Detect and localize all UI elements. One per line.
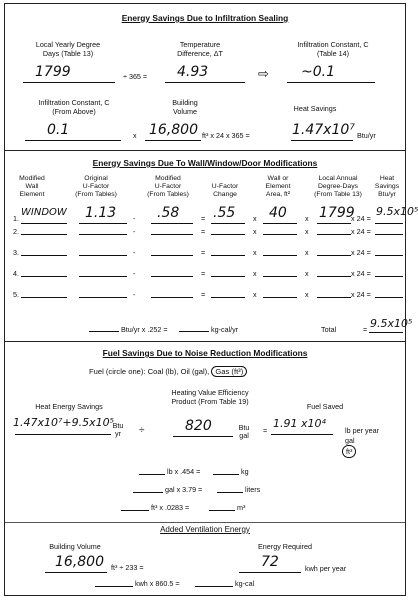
header-degree-days: Local Annual Degree-Days (From Table 13): [314, 175, 362, 198]
volume-value: 16,800: [149, 122, 198, 138]
heat-unit: Btu/yr: [357, 131, 376, 140]
delta-t-line: [165, 82, 245, 83]
line: [195, 586, 233, 587]
times-24: x 24 =: [351, 214, 371, 223]
times-sign: x: [253, 290, 257, 299]
equals-sign: =: [201, 214, 206, 223]
times-sign: x: [305, 214, 309, 223]
line: [271, 434, 333, 435]
row-number: 4.: [13, 269, 19, 278]
line: [139, 474, 165, 475]
vent-volume-calc: ft³ ÷ 233 =: [111, 563, 144, 572]
header-modified-u: Modified U-Factor (From Tables): [147, 175, 189, 198]
line: [211, 223, 245, 224]
line: [369, 332, 403, 333]
header-element: Modified Wall Element: [19, 175, 45, 198]
line: [317, 223, 351, 224]
minus-sign: -: [133, 269, 136, 278]
conv-lb: lb x .454 =: [167, 467, 201, 476]
fuel-savings-section: [5, 342, 405, 597]
label-degree-days: Local Yearly Degree Days (Table 13): [35, 40, 101, 58]
kgcal-unit: kg-cal: [235, 579, 255, 588]
conv-lb-unit: kg: [241, 467, 249, 476]
label-heating-value: Heating Value Efficiency Product (From Table 19): [171, 388, 249, 406]
line: [5, 522, 405, 523]
equals-sign: =: [201, 248, 206, 257]
volume-line: [145, 140, 201, 141]
fuel-saved-value: 1.91 x10⁴: [273, 417, 326, 430]
line: [133, 492, 163, 493]
infiltration-section: [5, 4, 405, 151]
ft3-circled: ft³: [342, 445, 356, 458]
minus-sign: -: [133, 214, 136, 223]
row-heat: 9.5x10⁵: [376, 205, 418, 218]
header-u-change: U-Factor Change: [211, 183, 239, 198]
footer-total-value: 9.5x10⁵: [370, 317, 413, 330]
energy-required-value: 72: [261, 554, 279, 570]
conv-ft3: ft³ x .0283 =: [151, 503, 190, 512]
times-sign: x: [253, 227, 257, 236]
divide-sign: ÷: [139, 425, 145, 436]
minus-sign: -: [133, 227, 136, 236]
row-u-change: .55: [213, 205, 236, 221]
degree-days-line: [23, 82, 115, 83]
times-sign: x: [305, 227, 309, 236]
heat-savings-value: 1.47x10⁷: [292, 122, 355, 138]
line: [95, 586, 133, 587]
times-24: x 24 =: [351, 227, 371, 236]
equals-sign: =: [263, 426, 268, 435]
section-title-infiltration: Energy Savings Due to Infiltration Sealing: [121, 13, 289, 23]
row-modified-u: .58: [157, 205, 180, 221]
minus-sign: -: [133, 290, 136, 299]
label-energy-required: Energy Required: [258, 542, 312, 551]
label-infiltration-constant: Infiltration Constant, C (Table 14): [297, 40, 369, 58]
constant-c-line: [287, 82, 375, 83]
times-sign: x: [133, 131, 137, 140]
row-number: 2.: [13, 227, 19, 236]
line: [209, 510, 235, 511]
heating-value: 820: [185, 418, 212, 434]
line: [151, 223, 193, 224]
conv-ft3-unit: m³: [237, 503, 246, 512]
degree-days-value: 1799: [35, 64, 71, 80]
fuel-options: Fuel (circle one): Coal (lb), Oil (gal),: [89, 367, 210, 376]
lb-per-year: lb per year: [345, 426, 379, 435]
heat-energy-value: 1.47x10⁷+9.5x10⁵: [13, 416, 115, 429]
gal-unit: gal: [345, 436, 355, 445]
line: [375, 223, 403, 224]
kwh-conversion: kwh x 860.5 =: [135, 579, 180, 588]
wall-window-section: [5, 151, 418, 342]
footer-total-eq: =: [363, 325, 368, 334]
line: [173, 436, 233, 437]
line: [121, 510, 149, 511]
line: [239, 572, 301, 573]
arrow-right-icon: ⇨: [258, 66, 269, 81]
times-sign: x: [305, 248, 309, 257]
row-degree-days: 1799: [319, 205, 355, 221]
times-24: x 24 =: [351, 290, 371, 299]
times-sign: x: [253, 214, 257, 223]
header-area: Wall or Element Area, ft²: [265, 175, 291, 198]
row-number: 1.: [13, 214, 19, 223]
times-sign: x: [305, 269, 309, 278]
equals-sign: =: [201, 269, 206, 278]
label-fuel-saved: Fuel Saved: [306, 402, 344, 411]
c-value: 0.1: [47, 122, 70, 138]
conv-gal: gal x 3.79 =: [165, 485, 203, 494]
row-number: 5.: [13, 290, 19, 299]
btu-per-yr: Btu yr: [112, 421, 124, 438]
line: [89, 331, 119, 332]
footer-total-label: Total: [321, 325, 337, 334]
worksheet: [4, 3, 418, 596]
minus-sign: -: [133, 248, 136, 257]
label-heat-savings: Heat Savings: [293, 104, 337, 113]
label-c-from-above: Infiltration Constant, C (From Above): [38, 98, 110, 116]
line: [217, 492, 243, 493]
constant-c-value: ~0.1: [301, 64, 335, 80]
label-building-volume-vent: Building Volume: [49, 542, 101, 551]
times-sign: x: [253, 269, 257, 278]
line: [79, 223, 127, 224]
line: [45, 572, 107, 573]
header-original-u: Original U-Factor (From Tables): [75, 175, 117, 198]
heat-savings-line: [291, 140, 353, 141]
line: [21, 223, 67, 224]
delta-t-value: 4.93: [177, 64, 209, 80]
row-original-u: 1.13: [85, 205, 117, 221]
line: [15, 434, 111, 435]
fuel-gas-circled: Gas (ft³): [211, 366, 247, 377]
equals-sign: =: [201, 290, 206, 299]
footer-btu-conversion: Btu/yr x .252 =: [121, 325, 168, 334]
header-heat-savings: Heat Savings Btu/yr: [374, 175, 400, 198]
equals-sign: =: [201, 227, 206, 236]
energy-unit: kwh per year: [305, 564, 347, 573]
calc-mid: ft³ x 24 x 365 =: [202, 131, 250, 140]
row-number: 3.: [13, 248, 19, 257]
line: [179, 331, 209, 332]
vent-volume-value: 16,800: [55, 554, 104, 570]
conv-gal-unit: liters: [245, 485, 261, 494]
label-heat-energy-savings: Heat Energy Savings: [35, 402, 103, 411]
times-24: x 24 =: [351, 248, 371, 257]
section-title-fuel: Fuel Savings Due to Noise Reduction Modifications: [102, 348, 308, 358]
line: [263, 223, 297, 224]
row-area: 40: [269, 205, 287, 221]
c-line: [25, 140, 121, 141]
fuel-selection: [89, 366, 247, 377]
times-sign: x: [253, 248, 257, 257]
divide-365: ÷ 365 =: [123, 72, 148, 81]
row-element: WINDOW: [21, 207, 67, 218]
label-temp-diff: Temperature Difference, ΔT: [177, 40, 223, 58]
line: [213, 474, 239, 475]
footer-kg-cal: kg-cal/yr: [211, 325, 239, 334]
section-title-wall: Energy Savings Due To Wall/Window/Door Modifications: [92, 158, 318, 168]
times-sign: x: [305, 290, 309, 299]
times-24: x 24 =: [351, 269, 371, 278]
btu-per-gal: Btu gal: [238, 423, 250, 440]
section-title-ventilation: Added Ventilation Energy: [160, 525, 250, 534]
label-building-volume: Building Volume: [172, 98, 198, 116]
